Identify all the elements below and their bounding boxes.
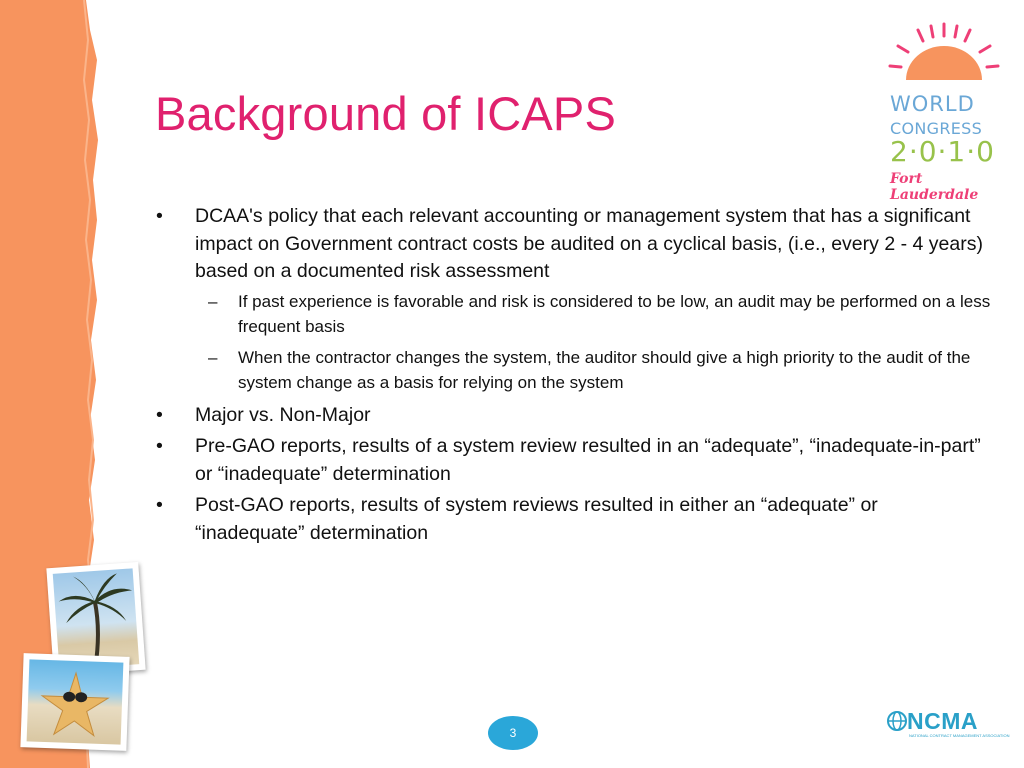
- ncma-tagline: NATIONAL CONTRACT MANAGEMENT ASSOCIATION: [909, 733, 1010, 738]
- bullet-list: [152, 203, 992, 547]
- sun-icon: [884, 22, 1004, 92]
- bullet-item: [152, 402, 992, 430]
- starfish-photo: [20, 653, 129, 751]
- starfish-icon: [27, 659, 124, 744]
- ncma-wordmark: NCMA: [907, 708, 978, 734]
- sub-bullet-marker: –: [208, 347, 218, 367]
- bullet-item: [152, 492, 992, 547]
- sub-bullet-marker: –: [208, 291, 218, 311]
- bullet-text: Post-GAO reports, results of system reviews resulted in either an “adequate” or “inadequate” determination: [195, 494, 878, 544]
- logo-line-congress: CONGRESS: [890, 119, 983, 138]
- logo-line-world: WORLD: [890, 92, 975, 116]
- bullet-text: Major vs. Non-Major: [195, 403, 371, 426]
- bullet-text: DCAA's policy that each relevant accounting or management system that has a significant impact on Government contract costs be audited on a cyclical basis, (i.e., every 2 - 4 years) based on a documented risk assessment: [195, 205, 983, 282]
- ncma-logo: [887, 708, 1010, 742]
- world-congress-logo: [884, 22, 1004, 203]
- logo-year: 2·0·1·0: [890, 135, 995, 168]
- page-number-badge: 3: [488, 716, 538, 750]
- bullet-marker: •: [156, 435, 163, 457]
- slide-title: Background of ICAPS: [155, 87, 616, 140]
- sub-bullet-item: [152, 345, 992, 395]
- sub-bullet-text: If past experience is favorable and risk is considered to be low, an audit may be performed on a less frequent basis: [238, 291, 991, 336]
- sub-bullet-item: [152, 289, 992, 339]
- globe-icon: [887, 710, 907, 732]
- sub-bullet-text: When the contractor changes the system, the auditor should give a high priority to the audit of the system change as a basis for relying on the system: [238, 347, 971, 392]
- bullet-item: [152, 203, 992, 286]
- bullet-marker: •: [156, 205, 163, 227]
- bullet-marker: •: [156, 403, 163, 426]
- bullet-item: [152, 433, 992, 488]
- bullet-text: Pre-GAO reports, results of a system review resulted in an “adequate”, “inadequate-in-part” or “inadequate” determination: [195, 435, 981, 485]
- bullet-marker: •: [156, 494, 163, 516]
- logo-city: Fort Lauderdale: [890, 171, 979, 203]
